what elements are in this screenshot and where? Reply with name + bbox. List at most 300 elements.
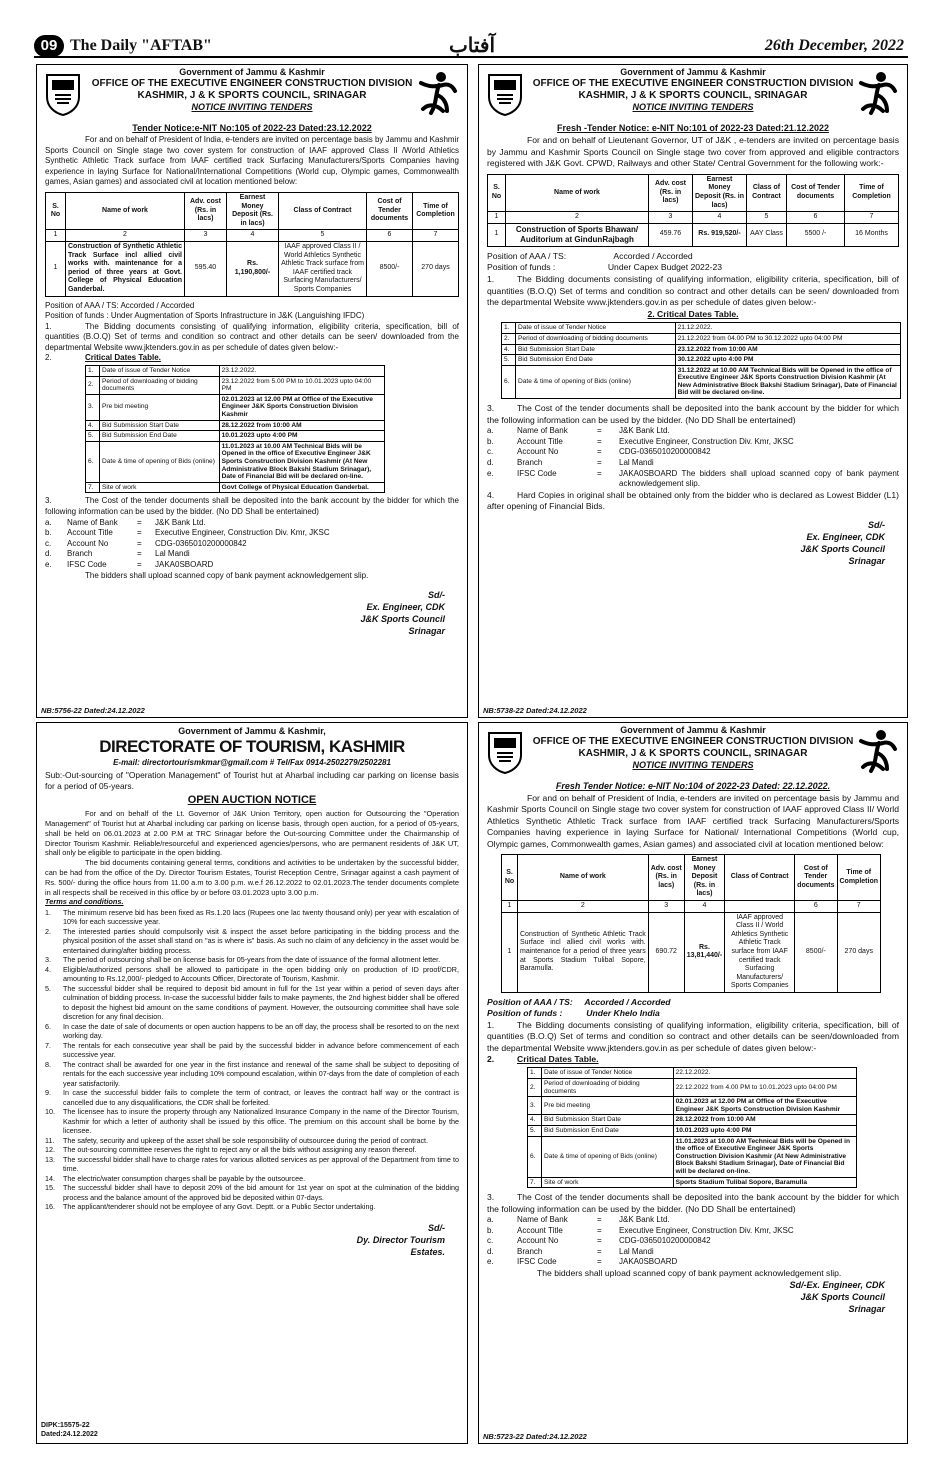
date-value: Sports Stadium Tulibal Sopore, Baramulla xyxy=(673,1177,856,1188)
date-label: Bid Submission End Date xyxy=(516,355,676,366)
notice-header xyxy=(37,65,467,121)
col-number: 6 xyxy=(795,901,837,913)
date-num: 4. xyxy=(528,1115,542,1126)
bank-label: IFSC Code xyxy=(517,1257,557,1267)
bank-row xyxy=(487,437,899,448)
col-header: Name of work xyxy=(518,855,649,901)
cell: 1 xyxy=(46,241,66,296)
cell: Construction of Sports Bhawan/ Auditorium at GindunRajbagh xyxy=(506,223,649,246)
date-num: 6. xyxy=(502,365,516,398)
bank-value: J&K Bank Ltd. xyxy=(155,517,206,527)
date-row xyxy=(528,1097,857,1115)
date-row xyxy=(86,482,385,493)
term-item xyxy=(45,984,459,1022)
date-num: 5. xyxy=(528,1125,542,1136)
term-text: The electric/water consumption charges shall be payable by the outsourcee. xyxy=(63,1173,306,1183)
col-header: Name of work xyxy=(506,174,649,211)
bank-row xyxy=(45,528,459,539)
notice-header xyxy=(479,723,907,779)
date-row xyxy=(528,1136,857,1177)
date-label: Date of issue of Tender Notice xyxy=(100,366,220,377)
bank-letter: b. xyxy=(45,528,52,538)
term-item xyxy=(45,1022,459,1041)
date-value: 28.12.2022 from 10:00 AM xyxy=(673,1115,856,1126)
term-text: In case the date of sale of documents or open auction happens to be an off day, the process shall be resorted to on the next working day. xyxy=(63,1021,459,1041)
col-number: 3 xyxy=(185,230,227,242)
term-number: 14. xyxy=(45,1173,55,1183)
aaa-line: Position of AAA / TS: Accorded / Accorded xyxy=(487,996,671,1007)
intro-paragraph: For and on behalf of President of India, e-tenders are invited on percentage basis by Jammu and Kashmir Sports Council on Single stage two cover system for construction of IAAF approved Class II /World Athletics Synthetic Athletic Track surface from IAAF certified track Surfacing Manufacturers/Sports Companies having experience in laying Surface for National/International Competitions (World cup, Olympic games, Commonwealth games, Asian games) and associated civil at location mentioned below: xyxy=(45,135,459,187)
sig-line: Srinagar xyxy=(848,556,885,566)
col-number: 7 xyxy=(837,901,881,913)
council-line: KASHMIR, J & K SPORTS COUNCIL, SRINAGAR xyxy=(578,90,808,101)
bank-row xyxy=(487,1236,899,1247)
sig-line: Estates. xyxy=(410,1246,445,1257)
signature-block xyxy=(487,1279,899,1315)
col-number: 1 xyxy=(502,901,518,913)
term-text: The successful bidder shall be required to deposit bid amount in full for the 1st year within a period of seven days after culmination of bidding process. In-case the successful bidder fails to make payments, the 2nd highest bidder shall be offered to deposit the highest bid amount on the same conditions of payment. However, the outsourcing committee shall have sole discretion for any final decision. xyxy=(63,983,459,1022)
col-number: 6 xyxy=(367,230,413,242)
bank-value: CDG-0365010200000842 xyxy=(619,447,711,457)
date-row xyxy=(528,1125,857,1136)
bank-row xyxy=(487,469,899,490)
date-value: Govt College of Physical Education Ganderbal. xyxy=(219,482,384,493)
term-text: The period of outsourcing shall be on license basis for 05-years from the date of issuance of the formal allotment letter. xyxy=(63,955,441,965)
govt-line: Government of Jammu & Kashmir xyxy=(620,725,766,735)
notice-reference: NB:5723-22 Dated:24.12.2022 xyxy=(483,1432,587,1441)
cell: 1 xyxy=(502,912,518,992)
notice-reference: NB:5756-22 Dated:24.12.2022 xyxy=(41,706,145,715)
clause-1: The Bidding documents consisting of qualifying information, eligibility criteria, specification, bill of quantities (B.O.Q) Set of terms and condition so contract and other details can be seen/ downloaded from the departmental Website www.jktenders.gov.in as per schedule of dates given below:- xyxy=(487,273,899,308)
bank-eq: = xyxy=(597,468,602,478)
col-number: 3 xyxy=(648,901,684,913)
term-text: Eligible/authorized persons shall be allowed to participate in the open bidding only on production of ID proof/CDR, amounting to Rs.12,000/- pledged to Accounts Officer, Directorate of Tourism, Kashmir. xyxy=(63,964,459,984)
govt-line: Government of Jammu & Kashmir, xyxy=(178,726,326,736)
bank-value: Lal Mandi xyxy=(619,458,654,468)
date-row xyxy=(86,441,385,482)
critical-dates-table xyxy=(501,322,901,399)
clause-3: The Cost of the tender documents shall be deposited into the bank account by the bidder for which the following information can be used by the bidder. (No DD Shall be entertained) xyxy=(45,496,459,516)
date-label: Bid Submission Start Date xyxy=(516,344,676,355)
term-item xyxy=(45,908,459,927)
terms-heading: Terms and conditions. xyxy=(45,897,124,907)
col-header: Class of Contract xyxy=(279,192,367,229)
sig-line: Ex. Engineer, CDK xyxy=(806,532,885,542)
tender-notice-105: Government of Jammu & Kashmir OFFICE OF THE EXECUTIVE ENGINEER CONSTRUCTION DIVISION KASHMIR, J & K SPORTS COUNCIL, SRINAGAR NOTICE INVITING TENDERS Tender Notice:e-NIT No:105 of 2022-23 Dated:23.12.2022 For and on behalf of President of India, e-tenders are invited on percentage basis by Jammu and Kashmir Sports Council on Single stage two cover system for construction of IAAF approved Class II /World Athletics Synthetic Athletic Track surface from IAAF certified track Surfacing Manufacturers/Sports Companies having experience in laying Surface for National/International Competitions (World cup, Olympic games, Commonwealth games, Asian games) and associated civil at location mentioned below: S. No Name of work Adv. cost (Rs. in lacs) Earnest Money Deposit (Rs. in lacs) Class of Contract Cost of Tender documents Time of Completion 1 2 3 4 5 6 7 1 Construction of Synthetic Athletic Track Surface incl allied civil works with. maintenance for a period of three years at Govt. College of Physical Education Ganderbal. 595.40 Rs. 1,190,800/- IAAF approved Class II / World Athletics Synthetic Athletic Track surface from IAAF certified track Surfacing Manufacturers/ Sports Companies 8500/- 270 days Position of AAA / TS: Accorded / Accorded Position of funds : Under Augmentation of Sports Infrastructure in J&K (Languishing IFDC) 1. The Bidding documents consisting of qualifying information, eligibility criteria, specification, bill of quantities (B.O.Q) Set of terms and condition so contract and other details can be seen/ downloaded from the departmental Website www.jktenders.gov.in as per schedule of dates given below:- 2. Critical Dates Table. 1. Date of issue of Tender Notice 23.12.2022. 2. Period of downloading of bidding documents 23.12.2022 from 5.00 PM to 10.01.2023 upto 04:00 PM 3. Pre bid meeting 02.01.2023 at 12.00 PM at Office of the Executive Engineer J&K Sports Construction Division Kashmir 4. Bid Submission Start Date 28.12.2022 from 10:00 AM 5. Bid Submission End Date 10.01.2023 upto 4:00 PM 6. Date & time of opening of Bids (online) 11.01.2023 at 10.00 AM Technical Bids will be Opened in the office of Executive Engineer J&K Sports Construction Division Kashmir (At New Administrative Block Bakshi Stadium Srinagar), Date of Financial Bid will be declared on-line. 7. Site of work Govt College of Physical Education Ganderbal. 3. The Cost of the tender documents shall be deposited into the bank account by the bidder for which the following information can be used by the bidder. (No DD Shall be entertained) a. Name of Bank = J&K Bank Ltd. b. Account Title = Executive Engineer, Construction Div. Kmr, JKSC c. Account No = CDG-0365010200000842 d. Branch = Lal Mandi e. IFSC Code = JAKA0SBOARD The bidders shall upload scanned copy of bank payment acknowledgement slip. Sd/- Ex. Engineer, CDK J&K Sports Council Srinagar NB:5756-22 Dated:24.12.2022 xyxy=(36,64,468,718)
col-header: Earnest Money Deposit (Rs. in lacs) xyxy=(684,855,724,901)
date-label: Period of downloading of bidding documents xyxy=(100,376,220,394)
bank-row xyxy=(487,458,899,469)
dipk-reference xyxy=(41,1421,98,1439)
govt-line: Government of Jammu & Kashmir xyxy=(620,67,766,77)
bank-label: Name of Bank xyxy=(517,1214,568,1224)
term-item xyxy=(45,927,459,956)
notice-title: Tender Notice:e-NIT No:105 of 2022-23 Dated:23.12.2022 xyxy=(132,123,372,133)
bank-details xyxy=(45,518,459,571)
date-num: 5. xyxy=(502,355,516,366)
tourism-auction-notice xyxy=(36,722,468,1444)
sports-council-logo-icon xyxy=(415,69,459,119)
term-text: The out-sourcing committee reserves the right to reject any or all the bids without assigning any reason thereof. xyxy=(63,1145,417,1155)
date-num: 1. xyxy=(528,1068,542,1079)
bank-eq: = xyxy=(597,1246,602,1256)
table-row xyxy=(488,223,899,246)
date-value: 02.01.2023 at 12.00 PM at Office of the Executive Engineer J&K Sports Construction Division Kashmir xyxy=(673,1097,856,1115)
critical-dates-table xyxy=(527,1067,857,1188)
sig-line: Sd/- xyxy=(428,590,445,601)
term-item xyxy=(45,1174,459,1184)
table-row xyxy=(46,241,459,296)
date-num: 4. xyxy=(86,420,100,431)
date-label: Period of downloading of bidding documents xyxy=(542,1078,674,1096)
date-value: 22.12.2022. xyxy=(673,1068,856,1079)
bank-eq: = xyxy=(137,559,142,569)
intro-paragraph: For and on behalf of President of India, e-tenders are invited on percentage basis by Jammu and Kashmir Sports Council on Single stage two cover system for construction of IAAF approved Class II/ World Athletics Synthetic Athletic Track surface from IAAF certified track Surfacing Manufacturers/Sports Companies having experience in laying Surface for National/ International Competitions (World cup, Olympic games, Commonwealth games, Asian games) and associated civil at location mentioned below: xyxy=(487,793,899,849)
sig-line: Sd/- xyxy=(868,520,885,530)
bank-letter: a. xyxy=(45,517,52,527)
nit-line: NOTICE INVITING TENDERS xyxy=(632,102,754,112)
bank-letter: d. xyxy=(45,549,52,559)
col-header: Adv. cost (Rs. in lacs) xyxy=(649,174,693,211)
bank-value: J&K Bank Ltd. xyxy=(619,426,670,436)
bank-label: Account No xyxy=(517,447,559,457)
cell: 16 Months xyxy=(845,223,899,246)
date-value: 31.12.2022 at 10.00 AM Technical Bids will be Opened in the office of Executive Engineer J&K Sports Construction Division Kashmir (At New Administrative Block Bakshi Stadium Srinagar), Date of Financial Bid will be declared on-line. xyxy=(675,365,900,398)
clause-3: The Cost of the tender documents shall be deposited into the bank account by the bidder for which the following information can be used by the bidder. (No DD Shall be entertained) xyxy=(487,403,899,425)
bank-letter: e. xyxy=(45,559,52,569)
bank-label: Name of Bank xyxy=(517,426,568,436)
term-text: The interested parties should compulsorily visit & inspect the asset before participating in the bidding process and the physical position of the asset shall stand on "as is where is" basis. As such no claim of any deficiency in the asset would be entertained during/after bidding process. xyxy=(63,926,459,955)
term-text: The contract shall be awarded for one year in the first instance and renewal of the same shall be subject to depositing of rentals for the each successive year including 10% compound escalation, within 07-days from the date of completion of each year satisfactorily. xyxy=(63,1059,459,1088)
date-num: 7. xyxy=(86,482,100,493)
upload-note: The bidders shall upload scanned copy of bank payment acknowledgement slip. xyxy=(537,1267,842,1278)
date-label: Bid Submission End Date xyxy=(542,1125,674,1136)
bank-row xyxy=(487,1257,899,1268)
date-value: 21.12.2022 from 04.00 PM to 30.12.2022 upto 04:00 PM xyxy=(675,333,900,344)
govt-line: Government of Jammu & Kashmir xyxy=(179,67,325,77)
bank-letter: a. xyxy=(487,426,494,436)
date-value: 23.12.2022. xyxy=(219,366,384,377)
bank-letter: b. xyxy=(487,436,494,446)
term-number: 16. xyxy=(45,1202,55,1212)
bank-letter: b. xyxy=(487,1225,494,1235)
term-number: 13. xyxy=(45,1154,55,1164)
term-text: The rentals for each consecutive year shall be paid by the successful bidder in advance before commencement of each successive year. xyxy=(63,1040,459,1060)
funds-line: Position of funds : Under Khelo India xyxy=(487,1008,660,1019)
subject-line: Sub:-Out-sourcing of "Operation Management" of Tourist hut at Aharbal including car parking on license basis for a period of 05-years. xyxy=(45,770,459,791)
term-number: 9. xyxy=(45,1088,51,1098)
sig-line: J&K Sports Council xyxy=(800,544,885,554)
directorate-title: DIRECTORATE OF TOURISM, KASHMIR xyxy=(99,737,405,756)
date-label: Date & time of opening of Bids (online) xyxy=(542,1136,674,1177)
bank-label: Account Title xyxy=(517,436,563,446)
col-number: 1 xyxy=(488,212,506,224)
term-item xyxy=(45,965,459,984)
bank-eq: = xyxy=(597,426,602,436)
col-number: 5 xyxy=(279,230,367,242)
date-num: 7. xyxy=(528,1177,542,1188)
date-value: 11.01.2023 at 10.00 AM Technical Bids will be Opened in the office of Executive Engineer J&K Sports Construction Division Kashmir (At New Administrative Block Bakshi Stadium Srinagar), Date of Financial Bid will be declared on-line. xyxy=(673,1136,856,1177)
term-item xyxy=(45,1183,459,1202)
term-number: 4. xyxy=(45,964,51,974)
term-number: 12. xyxy=(45,1145,55,1155)
bank-letter: e. xyxy=(487,1257,494,1267)
date-value: 21.12.2022. xyxy=(675,323,900,334)
col-header: Time of Completion xyxy=(413,192,459,229)
cell: 1 xyxy=(488,223,506,246)
sig-line: Srinagar xyxy=(848,1304,885,1315)
bank-label: Branch xyxy=(67,549,93,559)
col-number: 6 xyxy=(787,212,845,224)
date-num: 2. xyxy=(528,1078,542,1096)
date-label: Date of issue of Tender Notice xyxy=(542,1068,674,1079)
date-num: 1. xyxy=(502,323,516,334)
bank-letter: a. xyxy=(487,1214,494,1224)
critical-dates-heading: Critical Dates Table. xyxy=(85,353,161,363)
col-header: Cost of Tender documents xyxy=(795,855,837,901)
term-item xyxy=(45,1136,459,1146)
auction-paragraph-2: The bid documents containing general terms, conditions and activities to be undertaken by the successful bidder, can be had from the office of the Dy. Director Tourism Estates, Tourist Reception Centre, Srinagar against a cash payment of Rs. 500/- during the office hours from 11.00 a.m to 3.00 p.m. w.e.f 26.12.2022 to 02.01.2023.The tender documents complete in all respects shall be received in this office by or before 03.01.2023 upto 3.00 p.m. xyxy=(45,858,459,897)
bank-value: CDG-0365010200000842 xyxy=(619,1236,711,1246)
sig-line: Sd/-Ex. Engineer, CDK xyxy=(789,1280,885,1291)
aaa-line: Position of AAA / TS: Accorded / Accorded xyxy=(487,250,693,261)
term-number: 6. xyxy=(45,1021,51,1031)
date-label: Date & time of opening of Bids (online) xyxy=(516,365,676,398)
upload-note: The bidders shall upload scanned copy of bank payment acknowledgement slip. xyxy=(85,570,369,580)
date-row xyxy=(86,420,385,431)
clause-3: The Cost of the tender documents shall be deposited into the bank account by the bidder for which the following information can be used by the bidder. (No DD Shall be entertained) xyxy=(487,1192,899,1214)
col-header: Earnest Money Deposit (Rs. in lacs) xyxy=(693,174,747,211)
notice-reference: NB:5738-22 Dated:24.12.2022 xyxy=(483,706,587,715)
date-row xyxy=(528,1078,857,1096)
bank-value: JAKA0SBOARD The bidders shall upload scanned copy of bank payment acknowledgement slip. xyxy=(619,468,899,489)
works-table xyxy=(487,174,899,247)
col-header: Adv. cost (Rs. in lacs) xyxy=(648,855,684,901)
col-header: Adv. cost (Rs. in lacs) xyxy=(185,192,227,229)
date-row xyxy=(502,344,901,355)
col-header: Class of Contract xyxy=(725,855,795,901)
term-item xyxy=(45,1145,459,1155)
date-value: 10.01.2023 upto 4:00 PM xyxy=(219,431,384,442)
bank-value: CDG-0365010200000842 xyxy=(155,538,247,548)
dipk-number: DIPK:15575-22 xyxy=(41,1422,90,1429)
cell: 270 days xyxy=(413,241,459,296)
term-number: 5. xyxy=(45,983,51,993)
bank-value: Executive Engineer, Construction Div. Kmr, JKSC xyxy=(619,436,794,446)
critical-dates-heading: Critical Dates Table. xyxy=(517,1053,599,1064)
bank-label: Account Title xyxy=(517,1225,563,1235)
date-label: Pre bid meeting xyxy=(542,1097,674,1115)
bank-eq: = xyxy=(597,1257,602,1267)
bank-row xyxy=(45,539,459,550)
critical-dates-heading: 2. Critical Dates Table. xyxy=(647,308,739,319)
bank-value: JAKA0SBOARD xyxy=(619,1257,678,1267)
date-label: Period of downloading of bidding documents xyxy=(516,333,676,344)
notice-title: Fresh Tender Notice: e-NIT No:104 of 2022-23 Dated: 22.12.2022. xyxy=(555,781,831,791)
bank-letter: c. xyxy=(45,538,52,548)
date-value: 22.12.2022 from 4.00 PM to 10.01.2023 upto 04:00 PM xyxy=(673,1078,856,1096)
date-row xyxy=(528,1068,857,1079)
term-number: 11. xyxy=(45,1135,55,1145)
col-number: 4 xyxy=(227,230,279,242)
bank-letter: d. xyxy=(487,1246,494,1256)
jk-emblem-icon xyxy=(43,71,83,117)
col-header: S. No xyxy=(46,192,66,229)
date-value: 11.01.2023 at 10.00 AM Technical Bids will be Opened in the office of Executive Engineer J&K Sports Construction Division Kashmir (At New Administrative Block Bakshi Stadium Srinagar), Date of Financial Bid will be declared on-line. xyxy=(219,441,384,482)
office-line: OFFICE OF THE EXECUTIVE ENGINEER CONSTRUCTION DIVISION xyxy=(532,736,854,747)
term-text: In case the successful bidder fails to complete the term of contract, or leaves the contract half way or the contract is cancelled due to any disqualifications, the CDR shall be forfeited. xyxy=(63,1088,459,1107)
col-header: Name of work xyxy=(66,192,185,229)
cell: Construction of Synthetic Athletic Track Surface incl allied civil works with. maintenance for a period of three years at Sports Stadium Tulibal Sopore, Baramulla. xyxy=(518,912,649,992)
sig-line: Srinagar xyxy=(408,626,445,637)
bank-value: J&K Bank Ltd. xyxy=(619,1214,670,1224)
term-text: The successful bidder shall have to charge rates for various allotted services as per approval of the Department from time to time. xyxy=(63,1154,459,1174)
col-number: 2 xyxy=(66,230,185,242)
page-number: 09 xyxy=(34,35,64,57)
funds-line: Position of funds : Under Augmentation of Sports Infrastructure in J&K (Languishing IFDC) xyxy=(45,311,365,321)
term-number: 8. xyxy=(45,1059,51,1069)
cell: 459.76 xyxy=(649,223,693,246)
bank-details xyxy=(487,1215,899,1268)
terms-list xyxy=(45,908,459,1212)
term-number: 3. xyxy=(45,955,51,965)
col-number: 4 xyxy=(684,901,724,913)
cell: IAAF approved Class II / World Athletics Synthetic Athletic Track surface from IAAF certified track Surfacing Manufacturers/ Sports Companies xyxy=(725,912,795,992)
sports-council-logo-icon xyxy=(855,69,899,119)
bank-row xyxy=(45,549,459,560)
col-header: S. No xyxy=(502,855,518,901)
bank-row xyxy=(45,560,459,571)
bank-eq: = xyxy=(137,538,142,548)
sig-line: J&K Sports Council xyxy=(800,1292,885,1303)
bank-value: JAKA0SBOARD xyxy=(155,559,214,569)
cell: AAY Class xyxy=(747,223,787,246)
date-row xyxy=(86,376,385,394)
signature-block xyxy=(487,519,899,567)
col-header: Time of Completion xyxy=(837,855,881,901)
col-header: Time of Completion xyxy=(845,174,899,211)
notice-header xyxy=(479,65,907,121)
bank-details xyxy=(487,426,899,490)
bank-eq: = xyxy=(597,1214,602,1224)
col-number: 7 xyxy=(413,230,459,242)
date-value: 10.01.2023 upto 4:00 PM xyxy=(673,1125,856,1136)
office-line: OFFICE OF THE EXECUTIVE ENGINEER CONSTRUCTION DIVISION xyxy=(532,78,854,89)
jk-emblem-icon xyxy=(485,729,525,775)
date-row xyxy=(86,394,385,420)
bank-value: Lal Mandi xyxy=(619,1246,654,1256)
date-row xyxy=(502,365,901,398)
bank-value: Executive Engineer, Construction Div. Kmr, JKSC xyxy=(155,528,330,538)
date-row xyxy=(502,323,901,334)
bank-eq: = xyxy=(137,549,142,559)
col-number: 4 xyxy=(693,212,747,224)
col-number: 7 xyxy=(845,212,899,224)
masthead xyxy=(34,34,908,58)
newspaper-logo: آفتاب xyxy=(448,33,496,57)
term-number: 1. xyxy=(45,907,51,917)
bank-label: Branch xyxy=(517,458,543,468)
col-header: Earnest Money Deposit (Rs. in lacs) xyxy=(227,192,279,229)
bank-eq: = xyxy=(597,1236,602,1246)
jk-emblem-icon xyxy=(485,71,525,117)
signature-block xyxy=(45,1222,459,1258)
date-num: 6. xyxy=(528,1136,542,1177)
aaa-line: Position of AAA / TS: Accorded / Accorded xyxy=(45,300,195,310)
col-number: 3 xyxy=(649,212,693,224)
term-number: 7. xyxy=(45,1040,51,1050)
table-row xyxy=(502,912,881,992)
nit-line: NOTICE INVITING TENDERS xyxy=(632,760,754,770)
date-row xyxy=(528,1115,857,1126)
cell: Rs. 919,520/- xyxy=(693,223,747,246)
date-row xyxy=(502,355,901,366)
date-label: Date & time of opening of Bids (online) xyxy=(100,441,220,482)
bank-row xyxy=(487,1226,899,1237)
col-number: 2 xyxy=(518,901,649,913)
bank-row xyxy=(45,518,459,529)
sig-line: Ex. Engineer, CDK xyxy=(366,602,445,613)
dipk-date: Dated:24.12.2022 xyxy=(41,1431,98,1438)
date-num: 2. xyxy=(502,333,516,344)
date-label: Bid Submission End Date xyxy=(100,431,220,442)
term-item xyxy=(45,1041,459,1060)
sig-line: J&K Sports Council xyxy=(360,614,445,625)
contact-line: E-mail: directortourismkmar@gmail.com # Tel/Fax 0914-2502279/2502281 xyxy=(113,758,391,767)
date-value: 30.12.2022 upto 4:00 PM xyxy=(675,355,900,366)
cell: 8500/- xyxy=(795,912,837,992)
date-num: 1. xyxy=(86,366,100,377)
cell: Rs. 13,81,440/- xyxy=(684,912,724,992)
term-number: 15. xyxy=(45,1183,55,1193)
council-line: KASHMIR, J & K SPORTS COUNCIL, SRINAGAR xyxy=(137,90,367,101)
date-row xyxy=(86,366,385,377)
cell: 8500/- xyxy=(367,241,413,296)
bank-letter: c. xyxy=(487,1236,494,1246)
term-text: The licensee has to insure the property through any Nationalized Insurance Company in the name of the Director Tourism, Kashmir for which a letter of authority shall be issued by this office. The premium on this account shall be borne by the licensee. xyxy=(63,1107,459,1136)
cell: Construction of Synthetic Athletic Track Surface incl allied civil works with. maintenance for a period of three years at Govt. College of Physical Education Ganderbal. xyxy=(66,241,185,296)
newspaper-name: The Daily "AFTAB" xyxy=(70,37,212,54)
date-label: Date of issue of Tender Notice xyxy=(516,323,676,334)
term-item xyxy=(45,1060,459,1089)
term-item xyxy=(45,1155,459,1174)
clause-1: The Bidding documents consisting of qualifying information, eligibility criteria, specification, bill of quantities (B.O.Q) Set of terms and condition so contract and other details can be seen/ downloaded from the departmental Website www.jktenders.gov.in as per schedule of dates given below:- xyxy=(45,321,459,352)
bank-letter: d. xyxy=(487,458,494,468)
date-value: 23.12.2022 from 5.00 PM to 10.01.2023 upto 04:00 PM xyxy=(219,376,384,394)
sports-council-logo-icon xyxy=(855,727,899,777)
cell: 690.72 xyxy=(648,912,684,992)
date-num: 3. xyxy=(86,394,100,420)
col-header: Cost of Tender documents xyxy=(367,192,413,229)
critical-dates-table xyxy=(85,365,385,493)
intro-paragraph: For and on behalf of Lieutenant Governor, UT of J&K , e-tenders are invited on percentage basis by Jammu and Kashmir Sports Council on Single stage two cover from approved and eligible contractors registered with J&K Govt. CPWD, Railways and other State/ Central Government for the following work:- xyxy=(487,135,899,169)
bank-eq: = xyxy=(597,447,602,457)
term-number: 2. xyxy=(45,926,51,936)
date-row xyxy=(528,1177,857,1188)
bank-eq: = xyxy=(597,458,602,468)
bank-label: Name of Bank xyxy=(67,517,118,527)
term-number: 10. xyxy=(45,1107,55,1117)
bank-eq: = xyxy=(137,528,142,538)
bank-value: Executive Engineer, Construction Div. Kmr, JKSC xyxy=(619,1225,794,1235)
signature-block xyxy=(45,589,459,637)
col-number: 2 xyxy=(506,212,649,224)
cell: 5500 /- xyxy=(787,223,845,246)
term-text: The successful bidder shall have to deposit 20% of the bid amount for 1st year on spot at the culmination of the bidding process and the balance amount of the approved bid be deposited within 07-days. xyxy=(63,1183,459,1202)
works-table xyxy=(45,192,459,297)
sig-line: Dy. Director Tourism xyxy=(356,1234,445,1245)
cell: IAAF approved Class II / World Athletics Synthetic Athletic Track surface from IAAF certified track Surfacing Manufacturers/ Sports Companies xyxy=(279,241,367,296)
